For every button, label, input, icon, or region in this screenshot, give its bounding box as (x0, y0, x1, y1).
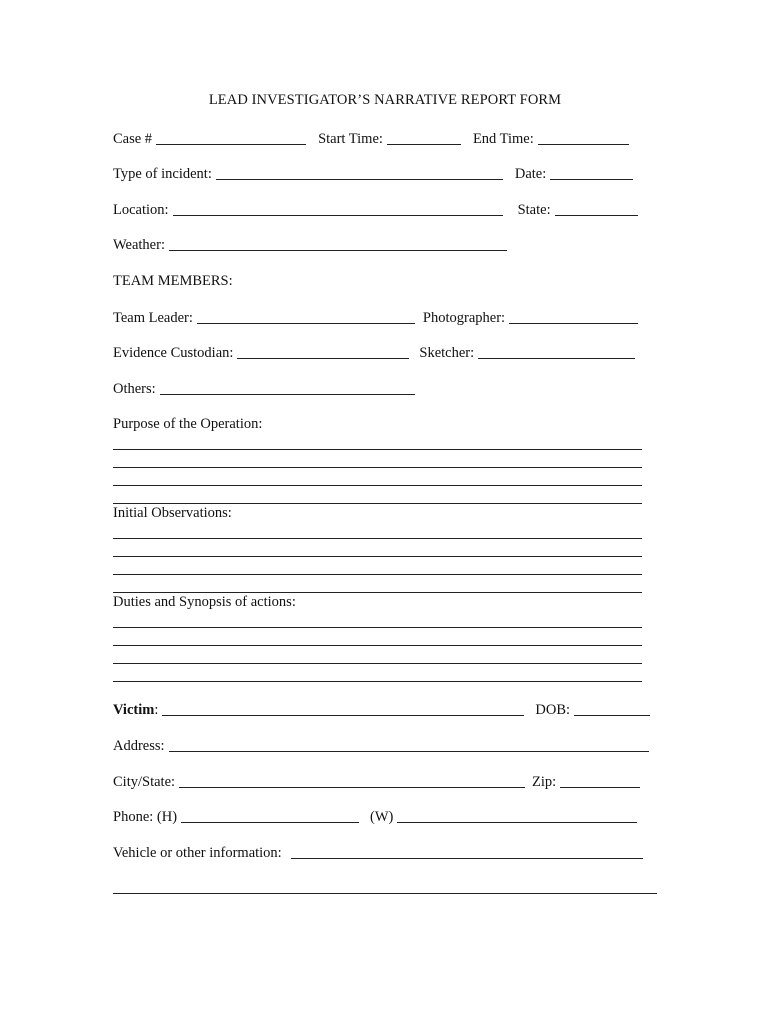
weather-row (113, 234, 507, 254)
victim-row (113, 699, 650, 719)
end-time-label: End Time: (472, 131, 534, 147)
duties-line-1[interactable] (113, 627, 642, 628)
dob-field[interactable] (574, 701, 650, 716)
date-label: Date: (514, 166, 547, 182)
city-state-row (113, 771, 640, 791)
team-leader-row (113, 307, 638, 327)
victim-colon: : (154, 702, 159, 718)
team-leader-field[interactable] (197, 309, 415, 324)
zip-label: Zip: (532, 774, 557, 790)
evidence-custodian-label: Evidence Custodian: (113, 345, 234, 361)
others-label: Others: (113, 381, 156, 397)
address-field[interactable] (169, 737, 649, 752)
end-time-field[interactable] (538, 130, 629, 145)
observations-line-3[interactable] (113, 574, 642, 575)
start-time-field[interactable] (387, 130, 461, 145)
location-field[interactable] (173, 201, 503, 216)
location-label: Location: (113, 202, 169, 218)
vehicle-field[interactable] (291, 844, 643, 859)
case-number-field[interactable] (156, 130, 306, 145)
purpose-line-3[interactable] (113, 485, 642, 486)
photographer-field[interactable] (509, 309, 638, 324)
type-of-incident-field[interactable] (216, 165, 503, 180)
duties-line-4[interactable] (113, 681, 642, 682)
weather-label: Weather: (113, 237, 165, 253)
phone-home-field[interactable] (181, 808, 359, 823)
photographer-label: Photographer: (422, 310, 506, 326)
case-label: Case # (113, 131, 153, 147)
case-row (113, 128, 629, 148)
purpose-line-1[interactable] (113, 449, 642, 450)
purpose-line-2[interactable] (113, 467, 642, 468)
start-time-label: Start Time: (318, 131, 383, 147)
team-members-heading: TEAM MEMBERS: (113, 273, 233, 289)
phone-home-label: Phone: (H) (113, 809, 178, 825)
duties-heading: Duties and Synopsis of actions: (113, 594, 296, 610)
type-of-incident-label: Type of incident: (113, 166, 212, 182)
vehicle-label: Vehicle or other information: (113, 845, 282, 861)
observations-line-1[interactable] (113, 538, 642, 539)
victim-label: Victim (113, 702, 155, 718)
state-label: State: (517, 202, 551, 218)
zip-field[interactable] (560, 773, 640, 788)
sketcher-label: Sketcher: (419, 345, 475, 361)
evidence-custodian-row (113, 342, 635, 362)
sketcher-field[interactable] (478, 344, 635, 359)
phone-work-label: (W) (370, 809, 394, 825)
address-row (113, 735, 649, 755)
weather-field[interactable] (169, 236, 507, 251)
location-row (113, 199, 638, 219)
evidence-custodian-field[interactable] (237, 344, 409, 359)
initial-observations-heading: Initial Observations: (113, 505, 232, 521)
date-field[interactable] (550, 165, 633, 180)
state-field[interactable] (555, 201, 638, 216)
dob-label: DOB: (535, 702, 571, 718)
phone-row (113, 806, 637, 826)
city-state-field[interactable] (179, 773, 525, 788)
phone-work-field[interactable] (397, 808, 637, 823)
city-state-label: City/State: (113, 774, 176, 790)
vehicle-extra-line[interactable] (113, 893, 657, 894)
victim-field[interactable] (162, 701, 524, 716)
team-leader-label: Team Leader: (113, 310, 193, 326)
incident-row (113, 163, 633, 183)
address-label: Address: (113, 738, 165, 754)
duties-line-3[interactable] (113, 663, 642, 664)
observations-line-2[interactable] (113, 556, 642, 557)
others-field[interactable] (160, 380, 415, 395)
others-row (113, 378, 415, 398)
duties-line-2[interactable] (113, 645, 642, 646)
purpose-heading: Purpose of the Operation: (113, 416, 263, 432)
vehicle-row (113, 842, 643, 862)
form-title: LEAD INVESTIGATOR’S NARRATIVE REPORT FORM (208, 92, 562, 108)
